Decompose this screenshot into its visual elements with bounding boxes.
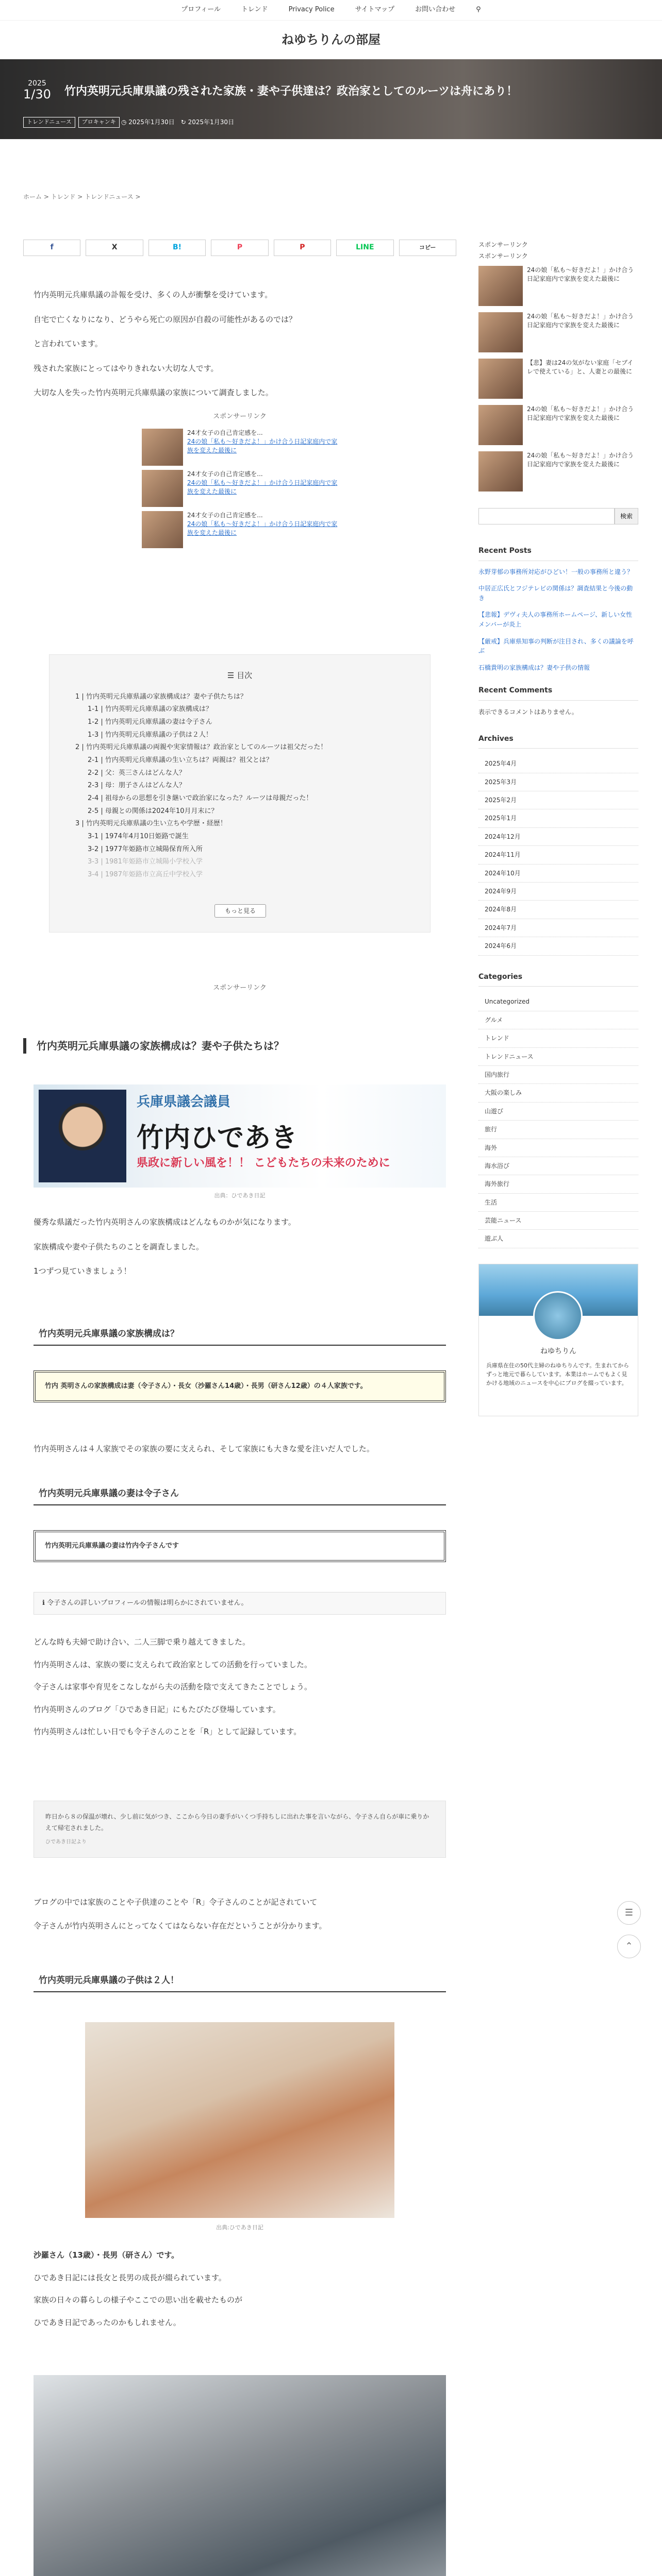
chevron-up-icon: ⌃ xyxy=(625,1940,633,1952)
category-link[interactable]: 国内旅行 xyxy=(478,1066,638,1084)
menu-icon: ☰ xyxy=(624,1907,634,1918)
paragraph: 竹内英明元兵庫県議の訃報を受け、多くの人が衝撃を受けています。 xyxy=(34,290,273,299)
sponsor-label: スポンサーリンク xyxy=(213,984,267,992)
archives-heading: Archives xyxy=(478,733,638,749)
section-body: 優秀な県議だった竹内英明さんの家族構成はどんなものかが気になります。 家族構成や妻や子供たちのことを調査しました。 1つずつ見ていきましょう！ xyxy=(34,1217,296,1276)
ad-thumbnail xyxy=(142,429,183,466)
category-link[interactable]: トレンドニュース xyxy=(478,1048,638,1066)
sidebar-ad-item[interactable]: 24の娘「私も～好きだよ！」かけ合う日記家庭内で家族を変えた最後に xyxy=(478,405,638,445)
toc-item[interactable]: 3-2 | 1977年姫路市立城陽保育所入所 xyxy=(88,845,203,853)
paragraph: 自宅で亡くなりになり、どうやら死亡の原因が自殺の可能性があるのでは？ xyxy=(34,314,297,324)
archive-link[interactable]: 2024年12月 xyxy=(478,828,638,846)
category-link[interactable]: 海水浴び xyxy=(478,1157,638,1175)
toc-item[interactable]: 2-5 | 母親との関係は2024年10月月末に？ xyxy=(88,807,218,815)
sidebar-ad-item[interactable]: 24の娘「私も～好きだよ！」かけ合う日記家庭内で家族を変えた最後に xyxy=(478,312,638,352)
archive-link[interactable]: 2025年2月 xyxy=(478,791,638,809)
sponsor-label: スポンサーリンク xyxy=(213,412,267,420)
category-link[interactable]: トレンド xyxy=(478,1029,638,1047)
line-share-button[interactable]: LINE xyxy=(336,240,393,256)
sidebar-ad-item[interactable]: 24の娘「私も～好きだよ！」かけ合う日記家庭内で家族を変えた最後に xyxy=(478,266,638,306)
nav-contact[interactable]: お問い合わせ xyxy=(415,6,456,14)
toc-item[interactable]: 2 | 竹内英明元兵庫県議の両親や実家情報は？政治家としてのルーツは祖父だった！ xyxy=(75,743,327,752)
category-link[interactable]: Uncategorized xyxy=(478,993,638,1011)
archive-link[interactable]: 2024年6月 xyxy=(478,937,638,955)
post-date: 2025 1/30 xyxy=(23,79,51,102)
search-button[interactable]: 検索 xyxy=(615,508,638,524)
blog-quote: 昨日から８の保温が壊れ、少し前に気がつき、ここから今日の妻手がいくつ手持ちしに出れた事を言いながら、令子さん自らが車に乗りかえて帰宅されました。 ひであき日記より xyxy=(34,1801,446,1858)
archive-link[interactable]: 2024年10月 xyxy=(478,865,638,883)
top-nav xyxy=(0,0,662,21)
toc-item[interactable]: 2-3 | 母：朋子さんはどんな人？ xyxy=(88,782,186,790)
toc-item[interactable]: 2-1 | 竹内英明元兵庫県議の生い立ちは？両親は？祖父とは？ xyxy=(88,756,273,764)
sidebar xyxy=(478,240,638,1416)
nav-trend[interactable]: トレンド xyxy=(241,6,268,14)
toc-item[interactable]: 2-2 | 父：英三さんはどんな人？ xyxy=(88,769,186,777)
section-body: 沙羅さん（13歳）・長男（研さん）です。 ひであき日記には長女と長男の成長が綴られています。 家族の日々の暮らしの様子やここでの思い出を載せたものが ひであき日記であったのかもしれません。 xyxy=(34,2250,243,2327)
nav-privacy[interactable]: Privacy Police xyxy=(288,6,335,14)
site-title[interactable]: ねゆちりんの部屋 xyxy=(282,32,380,47)
info-box: 竹内英明元兵庫県議の妻は竹内令子さんです xyxy=(34,1530,446,1562)
section-heading: 竹内英明元兵庫県議の家族構成は？妻や子供たちは？ xyxy=(23,1038,446,1054)
toc-item[interactable]: 3 | 竹内英明元兵庫県議の生い立ちや学歴・経歴！ xyxy=(75,820,227,828)
categories-heading: Categories xyxy=(478,971,638,987)
profile-name: ねゆちりん xyxy=(540,1347,576,1355)
section-body: どんな時も夫婦で助け合い、二人三脚で乗り越えてきました。 竹内英明さんは、家族の要に支えられて政治家としての活動を行っていました。 令子さんは家事や育児をこなしながら夫の活動を陰で支えてきたことでしょう。 竹内英明さんのブログ「ひであき日記」にもたびたび登場しています。 竹内英明さんは忙しい日でも令子さんのことを「R」として記録しています。 xyxy=(34,1637,312,1736)
ad-thumbnail xyxy=(478,266,523,306)
hatena-share-button[interactable]: B! xyxy=(148,240,206,256)
paragraph: 残された家族にとってはやりきれない大切な人です。 xyxy=(34,363,219,373)
ad-item[interactable]: 24才女子の自己肯定感を... 24の娘「私も～好きだよ！」かけ合う日記家庭内で家族を変えた最後に xyxy=(142,470,338,507)
subsection-heading: 竹内英明元兵庫県議の子供は２人！ xyxy=(34,1973,446,1992)
x-share-button[interactable]: X xyxy=(86,240,143,256)
categories-list xyxy=(478,993,638,1248)
pinterest-share-button[interactable]: P xyxy=(274,240,331,256)
toc-title: ☰ 目次 xyxy=(227,671,253,680)
toc-item[interactable]: 1-3 | 竹内英明元兵庫県議の子供は２人！ xyxy=(88,731,212,739)
subsection-heading: 竹内英明元兵庫県議の家族構成は？ xyxy=(34,1327,446,1346)
post-dates: ◷ 2025年1月30日 ↻ 2025年1月30日 xyxy=(121,118,235,126)
copy-link-button[interactable]: コピー xyxy=(399,240,456,256)
category-link[interactable]: 海外 xyxy=(478,1139,638,1157)
category-link[interactable]: 大阪の楽しみ xyxy=(478,1084,638,1102)
archive-link[interactable]: 2024年8月 xyxy=(478,901,638,919)
grave-visit-photo xyxy=(34,2375,446,2576)
archive-link[interactable]: 2025年1月 xyxy=(478,809,638,827)
toc-more-button[interactable]: もっと見る xyxy=(214,904,266,918)
sponsor-label: スポンサーリンク xyxy=(478,252,528,260)
recent-post-link[interactable]: 【悲報】デヴィ夫人の事務所ホームページ、新しい女性メンバーが炎上 xyxy=(478,611,633,628)
archive-link[interactable]: 2024年7月 xyxy=(478,919,638,937)
menu-button[interactable] xyxy=(617,1901,641,1925)
share-buttons xyxy=(23,240,456,256)
ad-item[interactable]: 24才女子の自己肯定感を... 24の娘「私も～好きだよ！」かけ合う日記家庭内で家族を変えた最後に xyxy=(142,511,338,548)
nav-sitemap[interactable]: サイトマップ xyxy=(355,6,395,14)
info-box: 竹内 英明さんの家族構成は妻（令子さん）・長女（沙羅さん14歳）・長男（研さん12歳）の４人家族です。 xyxy=(34,1370,446,1402)
section-body: ブログの中では家族のことや子供達のことや「R」令子さんのことが記されていて 令子さんが竹内英明さんにとってなくてはならない存在だということが分かります。 xyxy=(34,1897,327,1930)
table-of-contents xyxy=(49,654,431,933)
breadcrumb[interactable]: ホーム > トレンド > トレンドニュース > xyxy=(23,193,141,200)
politician-banner-image: 兵庫県議会議員 竹内ひであき 県政に新しい風を！！ こどもたちの未来のために xyxy=(34,1084,446,1188)
image-caption: 出典:ひであき日記 xyxy=(216,2224,263,2231)
category-link[interactable]: 海外旅行 xyxy=(478,1175,638,1193)
article-intro xyxy=(34,289,446,553)
ad-thumbnail xyxy=(142,511,183,548)
toc-item[interactable]: 1-2 | 竹内英明元兵庫県議の妻は令子さん xyxy=(88,718,212,726)
children-photo xyxy=(85,2022,394,2218)
sidebar-ad-item[interactable]: 【悲】妻は24の気がない家庭「セブイレで使えている」と、人妻との最後に xyxy=(478,359,638,399)
sidebar-ad-item[interactable]: 24の娘「私も～好きだよ！」かけ合う日記家庭内で家族を変えた最後に xyxy=(478,451,638,492)
archive-link[interactable]: 2024年9月 xyxy=(478,883,638,901)
archive-link[interactable]: 2025年3月 xyxy=(478,773,638,791)
ad-thumbnail xyxy=(478,312,523,352)
hero-banner xyxy=(0,59,662,139)
category-link[interactable]: 旅行 xyxy=(478,1121,638,1139)
recent-post-link[interactable]: 永野芽郁の事務所対応がひどい！一般の事務所と違う？ xyxy=(478,568,634,575)
category-link[interactable]: 山遊び xyxy=(478,1103,638,1121)
category-link[interactable]: 生活 xyxy=(478,1194,638,1212)
paragraph: と言われています。 xyxy=(34,339,103,348)
recent-comments-heading: Recent Comments xyxy=(478,685,638,701)
sidebar-search xyxy=(478,508,638,524)
note-box: ℹ 令子さんの詳しいプロフィールの情報は明らかにされていません。 xyxy=(34,1592,446,1615)
toc-list xyxy=(49,691,430,882)
paragraph: 竹内英明さんは４人家族でその家族の要に支えられ、そして家族にも大きな愛を注いだ人でした。 xyxy=(34,1444,374,1453)
archive-link[interactable]: 2024年11月 xyxy=(478,846,638,864)
subsection-heading: 竹内英明元兵庫県議の妻は令子さん xyxy=(34,1486,446,1505)
pocket-share-button[interactable]: P xyxy=(211,240,268,256)
image-caption: 出典：ひであき日記 xyxy=(214,1192,266,1199)
recent-post-link[interactable]: 中居正広氏とフジテレビの関係は？調査結果と今後の動き xyxy=(478,585,633,602)
recent-post-link[interactable]: 【厳戒】兵庫県知事の判断が注目され、多くの議論を呼ぶ xyxy=(478,637,634,655)
no-comments-text: 表示できるコメントはありません。 xyxy=(478,708,578,716)
ad-thumbnail xyxy=(478,359,523,399)
toc-item[interactable]: 3-1 | 1974年4月10日姫路で誕生 xyxy=(88,833,189,841)
recent-post-link[interactable]: 石橋貴明の家族構成は？妻や子供の情報 xyxy=(478,664,590,671)
recent-posts-heading: Recent Posts xyxy=(478,545,638,561)
ad-thumbnail xyxy=(142,470,183,507)
category-link[interactable]: グルメ xyxy=(478,1011,638,1029)
toc-item[interactable]: 3-3 | 1981年姫路市立城陽小学校入学 xyxy=(88,858,203,866)
profile-description: 兵庫県在住の50代主婦のねゆちりんです。生まれてからずっと地元で暮らしています。本業はホームでもよく見かける地域のニュースを中心にブログを綴っています。 xyxy=(486,1362,630,1386)
ad-item[interactable]: 24才女子の自己肯定感を... 24の娘「私も～好きだよ！」かけ合う日記家庭内で家族を変えた最後に xyxy=(142,429,338,466)
search-input[interactable] xyxy=(478,508,615,524)
facebook-share-button[interactable]: f xyxy=(23,240,80,256)
toc-item[interactable]: 1-1 | 竹内英明元兵庫県議の家族構成は？ xyxy=(88,705,212,714)
toc-item[interactable]: 2-4 | 祖母からの思想を引き継いで政治家になった？ルーツは母親だった！ xyxy=(88,794,313,802)
ad-thumbnail xyxy=(478,451,523,492)
nav-profile[interactable]: プロフィール xyxy=(181,6,221,14)
scroll-top-button[interactable] xyxy=(617,1935,641,1958)
profile-card xyxy=(478,1264,638,1416)
paragraph: 大切な人を失った竹内英明元兵庫県議の家族について調査しました。 xyxy=(34,388,273,397)
tag-label[interactable]: トレンドニュース xyxy=(23,117,75,128)
category-link[interactable]: 遊ぶ人 xyxy=(478,1230,638,1248)
search-icon[interactable]: ⚲ xyxy=(476,6,481,14)
category-link[interactable]: 芸能ニュース xyxy=(478,1212,638,1230)
ad-list xyxy=(142,429,338,548)
avatar xyxy=(533,1291,583,1341)
toc-item[interactable]: 3-4 | 1987年姫路市立高丘中学校入学 xyxy=(88,871,203,879)
archive-link[interactable]: 2025年4月 xyxy=(478,755,638,773)
ad-thumbnail xyxy=(478,405,523,445)
archives-list xyxy=(478,755,638,955)
tag-label[interactable]: プロキャンキ xyxy=(78,117,120,128)
portrait-image xyxy=(39,1090,126,1182)
info-icon: ℹ xyxy=(42,1599,47,1607)
toc-item[interactable]: 1 | 竹内英明元兵庫県議の家族構成は？妻や子供たちは？ xyxy=(75,692,247,701)
sponsor-label: スポンサーリンク xyxy=(478,241,528,248)
post-title: 竹内英明元兵庫県議の残された家族・妻や子供達は？政治家としてのルーツは舟にあり！ xyxy=(64,85,518,98)
